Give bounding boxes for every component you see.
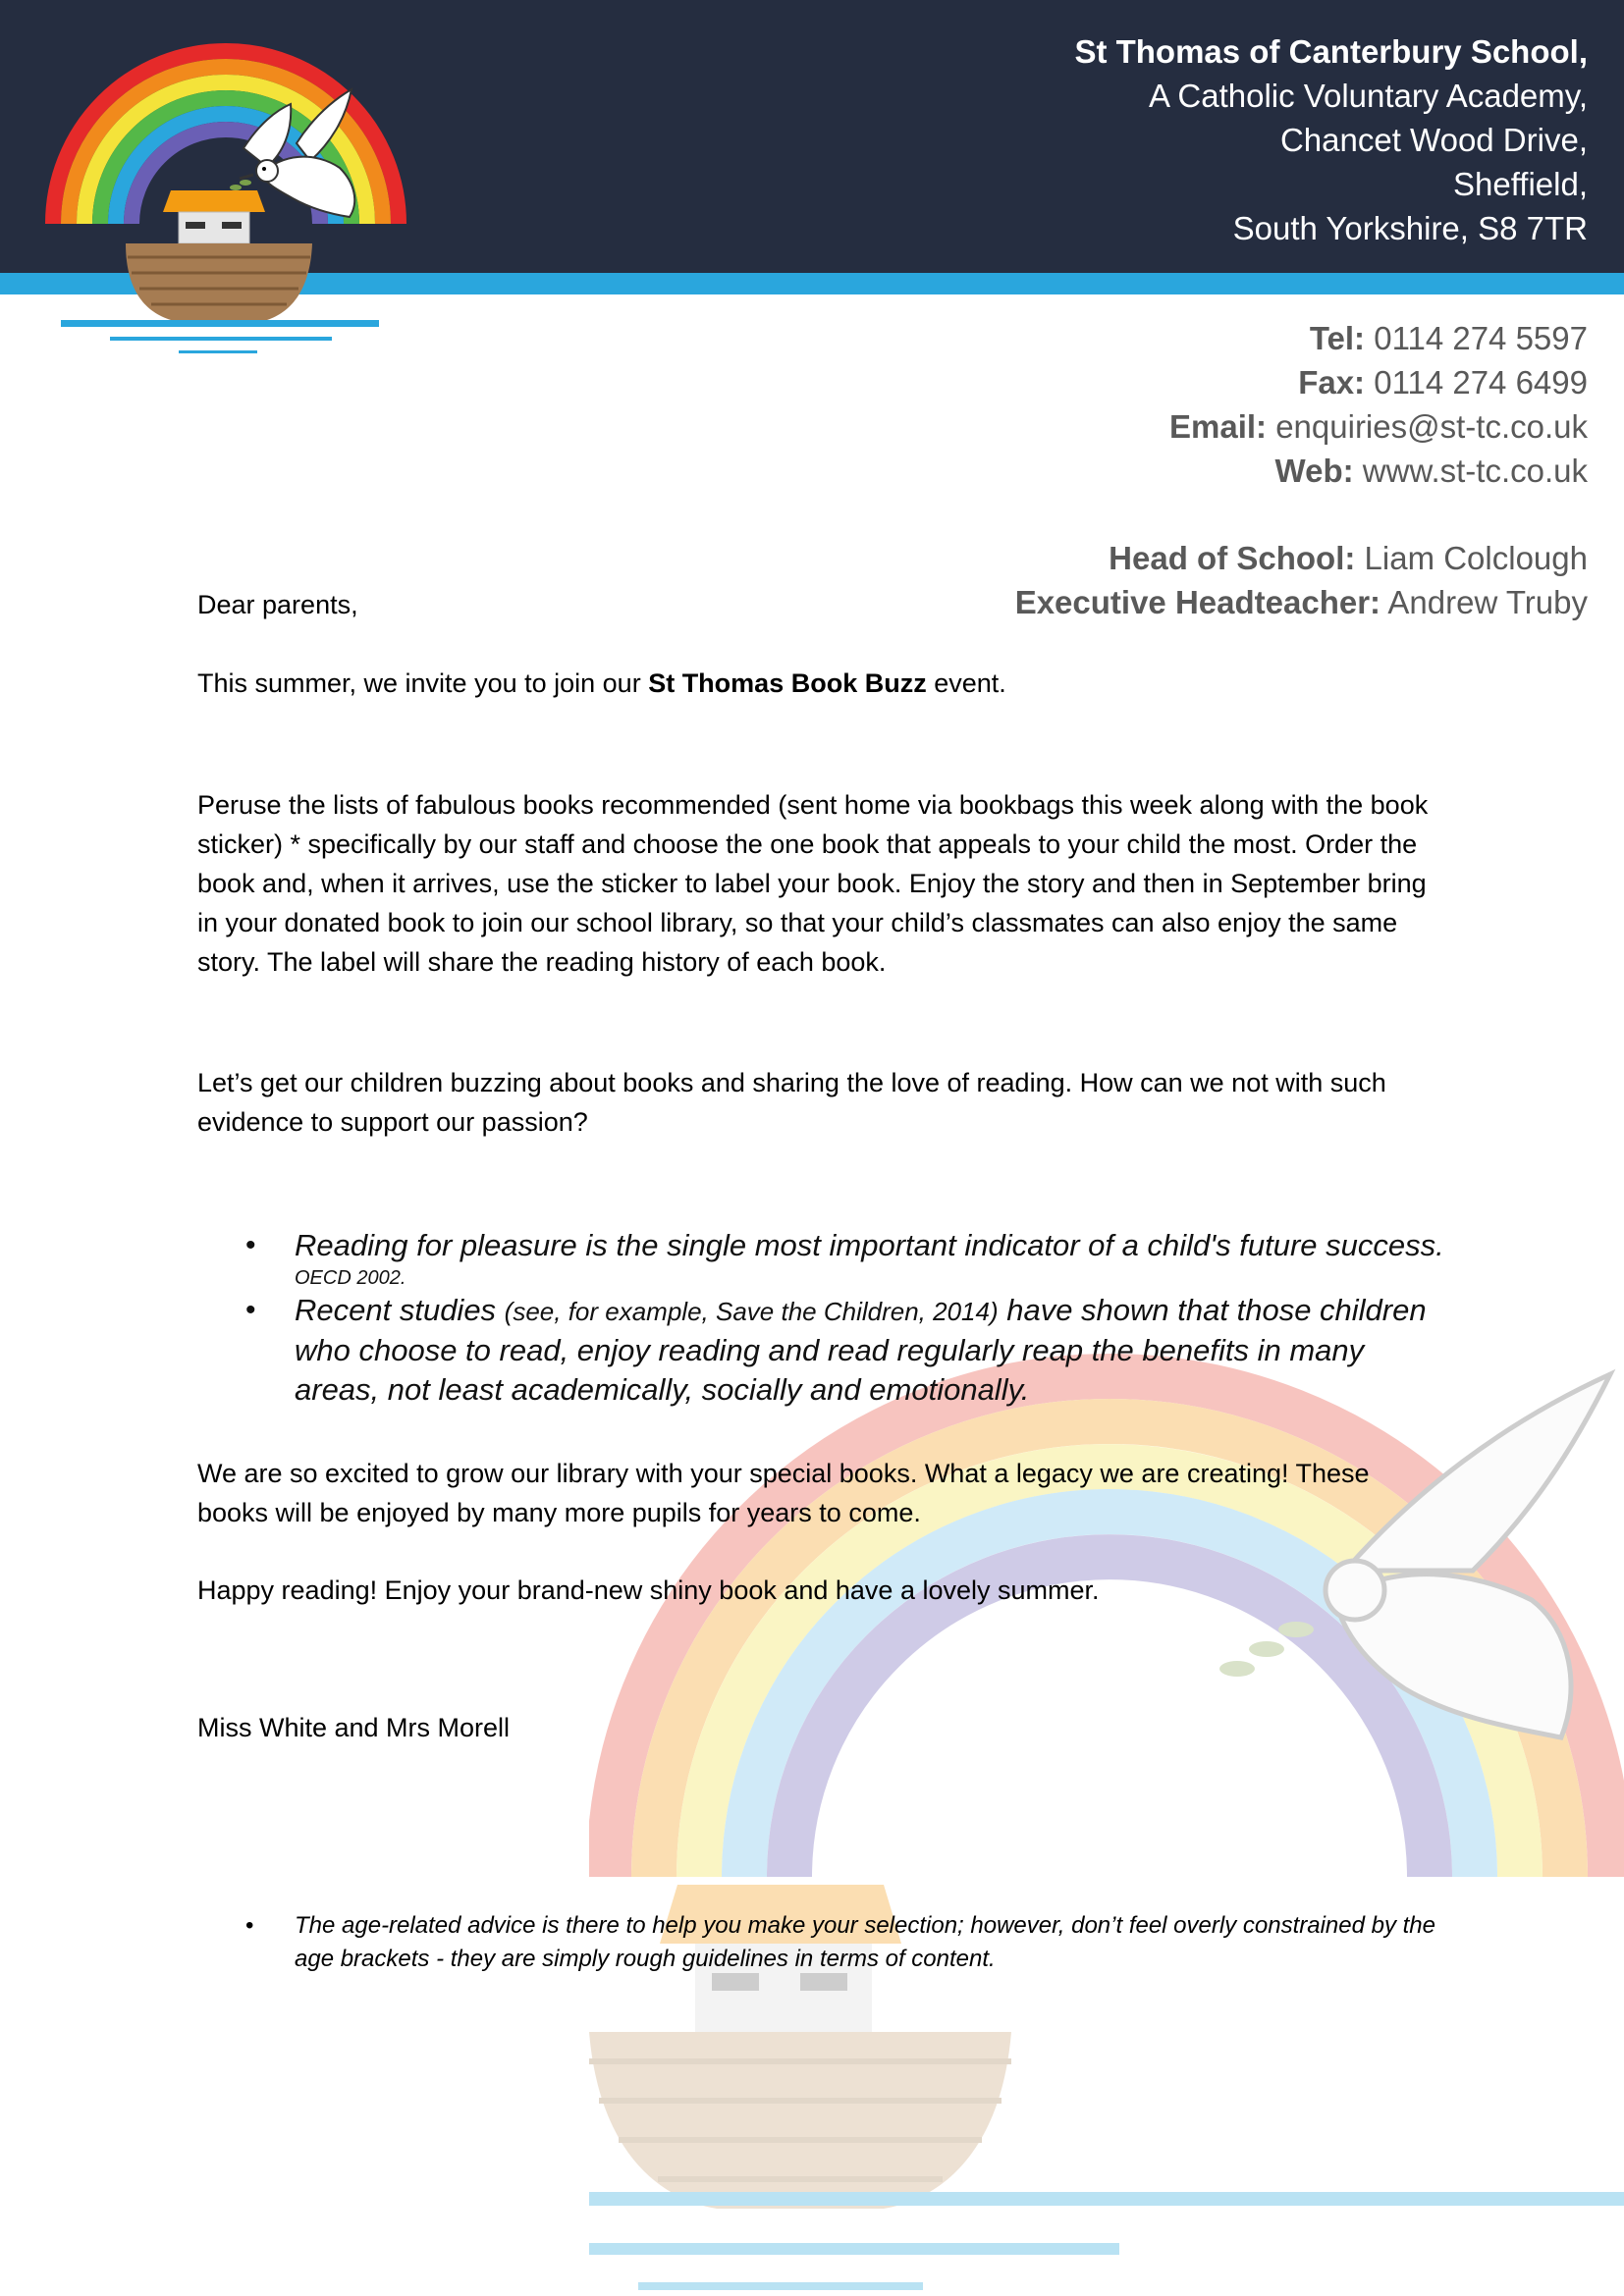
rainbow-ark-dove-logo xyxy=(35,35,418,369)
executive-headteacher: Executive Headteacher: Andrew Truby xyxy=(1014,584,1588,620)
contact-tel: Tel: 0114 274 5597 xyxy=(1309,320,1588,356)
citation: OECD 2002. xyxy=(295,1267,406,1289)
paragraph-buzzing: Let’s get our children buzzing about books and sharing the love of reading. How can we not with such evidence to support our passion? xyxy=(197,1068,1386,1137)
salutation: Dear parents, xyxy=(197,590,358,619)
school-name: St Thomas of Canterbury School, xyxy=(1074,33,1588,70)
footnote xyxy=(245,1909,1453,1976)
event-name: St Thomas Book Buzz xyxy=(648,668,927,698)
contact-email: Email: enquiries@st-tc.co.uk xyxy=(1168,408,1588,445)
list-item: • The age-related advice is there to help you make your selection; however, don’t feel overly constrained by the age brackets - they are simply rough guidelines in terms of content. xyxy=(245,1909,1453,1976)
address-line: South Yorkshire, S8 7TR xyxy=(1232,210,1588,246)
signoff: Miss White and Mrs Morell xyxy=(197,1713,511,1742)
contact-fax: Fax: 0114 274 6499 xyxy=(1298,364,1588,400)
evidence-list xyxy=(245,1226,1453,1410)
intro-paragraph: This summer, we invite you to join our St Thomas Book Buzz event. xyxy=(197,668,1006,698)
paragraph-books: Peruse the lists of fabulous books recommended (sent home via bookbags this week along with the book sticker) * specifically by our staff and choose the one book that appeals to your child the most. Order the book and, when it arrives, use the sticker to label your book. Enjoy the story and then in September bring in your donated book to join our school library, so that your child’s classmates can also enjoy the same story. The label will share the reading history of each book. xyxy=(197,790,1429,977)
paragraph-happy-reading: Happy reading! Enjoy your brand-new shiny book and have a lovely summer. xyxy=(197,1575,1100,1605)
address-line: A Catholic Voluntary Academy, xyxy=(1149,78,1588,114)
list-item: • Reading for pleasure is the single most important indicator of a child's future success. OECD 2002. xyxy=(245,1226,1453,1291)
contact-web: Web: www.st-tc.co.uk xyxy=(1274,453,1588,489)
contact-details xyxy=(1169,316,1588,493)
address-line: Sheffield, xyxy=(1453,166,1588,202)
school-address xyxy=(1074,29,1588,250)
rainbow-ark-dove-watermark xyxy=(589,1276,1624,2296)
head-of-school: Head of School: Liam Colclough xyxy=(1109,540,1588,576)
list-item: • Recent studies (see, for example, Save the Children, 2014) have shown that those children who choose to read, enjoy reading and read regularly reap the benefits in many areas, not least academically, socially and emotionally. xyxy=(245,1291,1453,1410)
address-line: Chancet Wood Drive, xyxy=(1279,122,1588,158)
paragraph-legacy: We are so excited to grow our library with your special books. What a legacy we are creating! These books will be enjoyed by many more pupils for years to come. xyxy=(197,1459,1370,1527)
